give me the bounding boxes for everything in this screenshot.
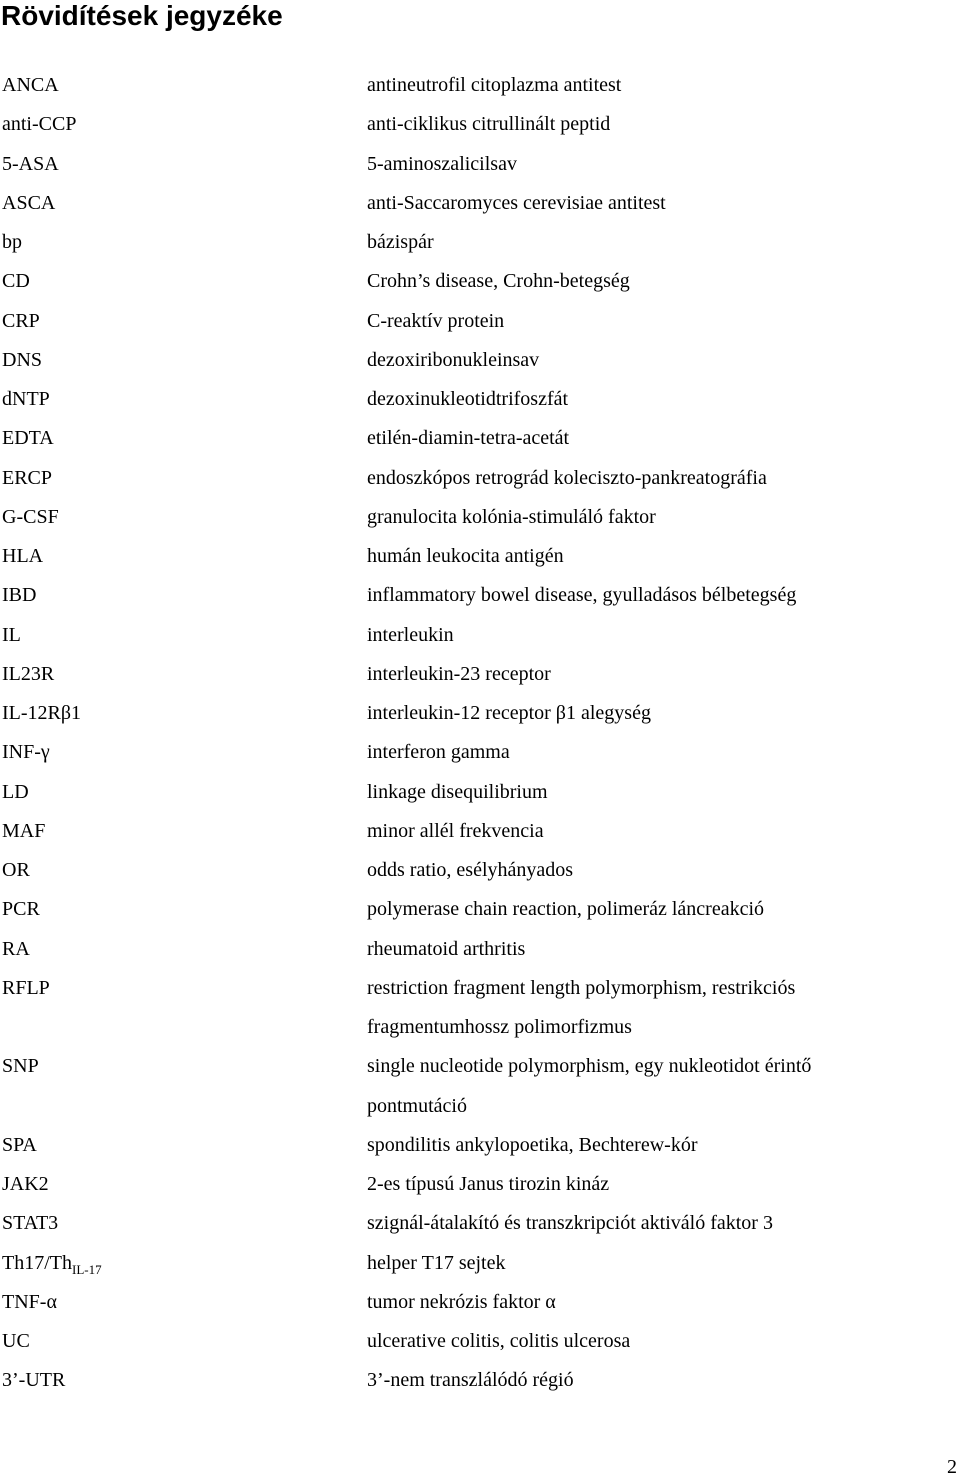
abbreviation-definition: anti-Saccaromyces cerevisiae antitest bbox=[367, 191, 666, 214]
abbreviation-term-text: INF-γ bbox=[2, 741, 50, 764]
abbreviation-definition: bázispár bbox=[367, 231, 434, 253]
abbreviation-definition: C-reaktív protein bbox=[367, 309, 505, 332]
abbreviation-definition: endoszkópos retrográd koleciszto-pankreatográfia bbox=[367, 466, 767, 489]
abbreviation-row bbox=[0, 773, 960, 812]
abbreviation-definition: single nucleotide polymorphism, egy nukleotidot érintő pontmutáció bbox=[367, 1055, 812, 1117]
abbreviation-term-text: HLA bbox=[2, 545, 44, 567]
abbreviation-term-text: IL23R bbox=[2, 662, 55, 685]
abbreviation-definition: interleukin-23 receptor bbox=[367, 662, 551, 685]
abbreviation-term-text: SNP bbox=[2, 1055, 39, 1078]
abbreviation-term-text: ERCP bbox=[2, 466, 53, 489]
abbreviation-term bbox=[0, 1047, 367, 1086]
abbreviation-definition: granulocita kolónia-stimuláló faktor bbox=[367, 505, 656, 528]
abbreviation-term-text: IL-12Rβ1 bbox=[2, 702, 82, 724]
abbreviation-definition: helper T17 sejtek bbox=[367, 1251, 506, 1274]
abbreviation-term-text: bp bbox=[2, 231, 22, 253]
abbreviation-term bbox=[0, 773, 367, 812]
abbreviation-definition: szignál-átalakító és transzkripciót aktiváló faktor 3 bbox=[367, 1212, 773, 1235]
abbreviation-term-text: G-CSF bbox=[2, 505, 59, 528]
abbreviation-definition: spondilitis ankylopoetika, Bechterew-kór bbox=[367, 1133, 698, 1156]
abbreviation-term bbox=[0, 812, 367, 851]
abbreviation-term-text: 3’-UTR bbox=[2, 1369, 66, 1392]
abbreviation-term bbox=[0, 576, 367, 615]
abbreviation-term-text: anti-CCP bbox=[2, 113, 77, 136]
abbreviation-term-text: ASCA bbox=[2, 191, 56, 214]
abbreviation-definition: 3’-nem transzlálódó régió bbox=[367, 1369, 574, 1392]
abbreviation-row bbox=[0, 184, 960, 223]
abbreviation-row bbox=[0, 145, 960, 184]
abbreviation-row bbox=[0, 930, 960, 969]
abbreviation-row bbox=[0, 380, 960, 419]
abbreviation-term bbox=[0, 1126, 367, 1165]
abbreviation-definition: ulcerative colitis, colitis ulcerosa bbox=[367, 1330, 631, 1352]
abbreviation-definition: 5-aminoszalicilsav bbox=[367, 152, 517, 175]
abbreviation-term-text: RA bbox=[2, 937, 30, 960]
abbreviation-term-text: OR bbox=[2, 859, 30, 881]
abbreviation-term bbox=[0, 930, 367, 969]
abbreviation-row bbox=[0, 66, 960, 105]
abbreviation-definition: polymerase chain reaction, polimeráz láncreakció bbox=[367, 898, 765, 921]
abbreviation-row bbox=[0, 969, 960, 1048]
abbreviation-definition: etilén-diamin-tetra-acetát bbox=[367, 427, 570, 450]
abbreviation-term-text: DNS bbox=[2, 348, 43, 371]
abbreviation-term-text: LD bbox=[2, 780, 29, 803]
abbreviation-term bbox=[0, 105, 367, 144]
abbreviation-row bbox=[0, 694, 960, 733]
abbreviation-term-text: MAF bbox=[2, 819, 46, 842]
abbreviation-term-text: JAK2 bbox=[2, 1173, 49, 1195]
abbreviation-row bbox=[0, 616, 960, 655]
abbreviation-definition: restriction fragment length polymorphism, restrikciós fragmentumhossz polimorfizmus bbox=[367, 976, 796, 1038]
abbreviation-term-text: PCR bbox=[2, 898, 40, 921]
abbreviation-row bbox=[0, 655, 960, 694]
abbreviation-term-text: 5-ASA bbox=[2, 152, 59, 175]
abbreviation-row bbox=[0, 1047, 960, 1126]
abbreviation-term bbox=[0, 341, 367, 380]
abbreviation-list bbox=[0, 66, 960, 1401]
abbreviation-definition: odds ratio, esélyhányados bbox=[367, 859, 574, 881]
abbreviation-row bbox=[0, 262, 960, 301]
abbreviation-term bbox=[0, 498, 367, 537]
abbreviation-row bbox=[0, 1244, 960, 1283]
abbreviation-row bbox=[0, 223, 960, 262]
abbreviation-row bbox=[0, 733, 960, 772]
abbreviation-row bbox=[0, 890, 960, 929]
abbreviation-row bbox=[0, 498, 960, 537]
page-title: Rövidítések jegyzéke bbox=[1, 0, 283, 31]
abbreviation-row bbox=[0, 1361, 960, 1400]
abbreviation-term bbox=[0, 145, 367, 184]
abbreviation-term bbox=[0, 694, 367, 733]
abbreviation-term bbox=[0, 302, 367, 341]
abbreviation-term bbox=[0, 1322, 367, 1361]
abbreviation-term bbox=[0, 1283, 367, 1322]
abbreviation-term-text: EDTA bbox=[2, 427, 54, 450]
abbreviation-row bbox=[0, 576, 960, 615]
abbreviation-term-text: UC bbox=[2, 1330, 30, 1352]
abbreviation-row bbox=[0, 812, 960, 851]
abbreviation-definition: interleukin-12 receptor β1 alegység bbox=[367, 702, 651, 724]
abbreviation-term-subscript: IL-17 bbox=[72, 1261, 102, 1277]
abbreviation-term bbox=[0, 459, 367, 498]
abbreviation-definition: interferon gamma bbox=[367, 741, 510, 764]
abbreviation-definition: rheumatoid arthritis bbox=[367, 937, 526, 960]
abbreviation-row bbox=[0, 341, 960, 380]
abbreviation-term-text: CRP bbox=[2, 309, 40, 332]
abbreviation-definition: inflammatory bowel disease, gyulladásos bélbetegség bbox=[367, 584, 797, 607]
abbreviation-term-text: SPA bbox=[2, 1133, 37, 1156]
abbreviation-term bbox=[0, 616, 367, 655]
abbreviation-row bbox=[0, 302, 960, 341]
abbreviation-term bbox=[0, 223, 367, 262]
abbreviation-term-text: CD bbox=[2, 270, 30, 293]
abbreviation-term bbox=[0, 262, 367, 301]
abbreviation-term-text: dNTP bbox=[2, 388, 50, 410]
abbreviation-row bbox=[0, 851, 960, 890]
abbreviation-definition: 2-es típusú Janus tirozin kináz bbox=[367, 1173, 610, 1195]
abbreviation-term bbox=[0, 733, 367, 772]
abbreviation-term-text: IBD bbox=[2, 584, 37, 607]
abbreviation-row bbox=[0, 105, 960, 144]
abbreviation-definition: humán leukocita antigén bbox=[367, 545, 564, 567]
page-number: 2 bbox=[947, 1456, 957, 1478]
abbreviation-term bbox=[0, 1361, 367, 1400]
abbreviation-definition: dezoxiribonukleinsav bbox=[367, 348, 540, 371]
abbreviation-term-text: STAT3 bbox=[2, 1212, 59, 1235]
abbreviation-definition: anti-ciklikus citrullinált peptid bbox=[367, 113, 611, 136]
abbreviation-term-text: IL bbox=[2, 623, 21, 646]
abbreviation-term bbox=[0, 184, 367, 223]
abbreviation-definition: interleukin bbox=[367, 623, 454, 646]
abbreviation-term bbox=[0, 419, 367, 458]
abbreviation-row bbox=[0, 537, 960, 576]
abbreviation-definition: tumor nekrózis faktor α bbox=[367, 1290, 556, 1313]
abbreviation-term bbox=[0, 890, 367, 929]
abbreviation-term-text: RFLP bbox=[2, 976, 50, 999]
abbreviation-definition: linkage disequilibrium bbox=[367, 780, 548, 803]
abbreviation-row bbox=[0, 1126, 960, 1165]
abbreviation-term-text: ANCA bbox=[2, 74, 59, 96]
abbreviation-term bbox=[0, 655, 367, 694]
abbreviation-row bbox=[0, 1204, 960, 1243]
abbreviation-row bbox=[0, 1165, 960, 1204]
abbreviation-definition: dezoxinukleotidtrifoszfát bbox=[367, 388, 569, 410]
abbreviation-term bbox=[0, 1165, 367, 1204]
abbreviation-row bbox=[0, 1322, 960, 1361]
abbreviation-term bbox=[0, 969, 367, 1008]
abbreviation-term-text: Th17/Th bbox=[2, 1251, 72, 1274]
abbreviation-term bbox=[0, 66, 367, 105]
abbreviation-row bbox=[0, 419, 960, 458]
abbreviation-term bbox=[0, 851, 367, 890]
abbreviation-term-text: TNF-α bbox=[2, 1290, 57, 1313]
abbreviation-term bbox=[0, 1204, 367, 1243]
abbreviation-definition: Crohn’s disease, Crohn-betegség bbox=[367, 270, 630, 293]
abbreviation-definition: minor allél frekvencia bbox=[367, 819, 544, 842]
abbreviation-term bbox=[0, 537, 367, 576]
abbreviation-row bbox=[0, 1283, 960, 1322]
abbreviation-term bbox=[0, 1244, 367, 1283]
abbreviation-definition: antineutrofil citoplazma antitest bbox=[367, 74, 622, 96]
abbreviation-term bbox=[0, 380, 367, 419]
abbreviation-row bbox=[0, 459, 960, 498]
